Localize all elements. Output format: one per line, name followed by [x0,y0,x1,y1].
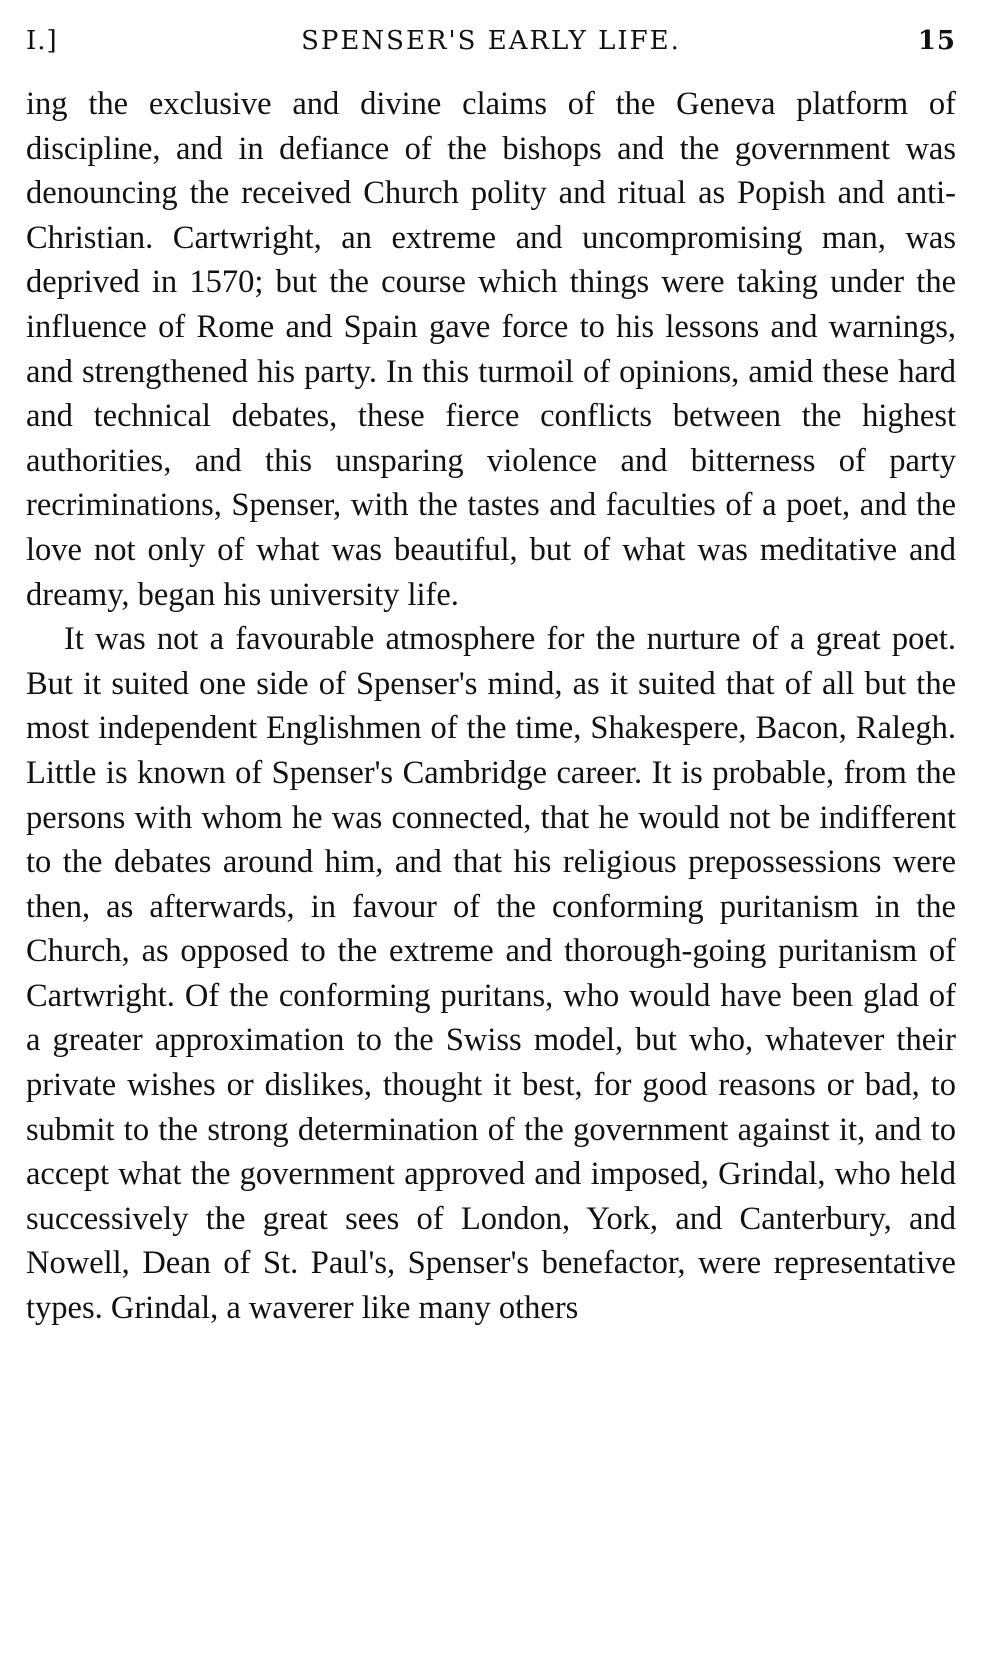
body-text [26,82,956,1331]
book-page [26,26,956,1331]
chapter-marker: I.] [26,26,58,56]
running-title: SPENSER'S EARLY LIFE. [301,26,681,56]
page-header [26,26,956,66]
paragraph: It was not a favourable atmosphere for the nurture of a great poet. But it suited one side of Spenser's mind, as it suited that of all but the most independent Englishmen of the time, Shakespere, Bacon, Ralegh. Little is known of Spenser's Cambridge career. It is probable, from the persons with whom he was connected, that he would not be indifferent to the debates around him, and that his religious prepossessions were then, as afterwards, in favour of the conforming puritanism in the Church, as opposed to the extreme and thorough-going puritanism of Cartwright. Of the conforming puritans, who would have been glad of a greater approximation to the Swiss model, but who, whatever their private wishes or dislikes, thought it best, for good reasons or bad, to submit to the strong determination of the government against it, and to accept what the government approved and imposed, Grindal, who held successively the great sees of London, York, and Canterbury, and Nowell, Dean of St. Paul's, Spenser's benefactor, were representative types. Grindal, a waverer like many others [26,621,956,1327]
page-number: 15 [917,26,956,56]
paragraph-continuation: ing the exclusive and divine claims of the Geneva platform of discipline, and in defiance of the bishops and the government was denouncing the received Church polity and ritual as Popish and anti-Christian. Cartwright, an extreme and uncompromising man, was deprived in 1570; but the course which things were taking under the influence of Rome and Spain gave force to his lessons and warnings, and strengthened his party. In this turmoil of opinions, amid these hard and technical debates, these fierce conflicts between the highest authorities, and this unsparing violence and bitterness of party recriminations, Spenser, with the tastes and faculties of a poet, and the love not only of what was beautiful, but of what was meditative and dreamy, began his university life. [26,86,956,613]
